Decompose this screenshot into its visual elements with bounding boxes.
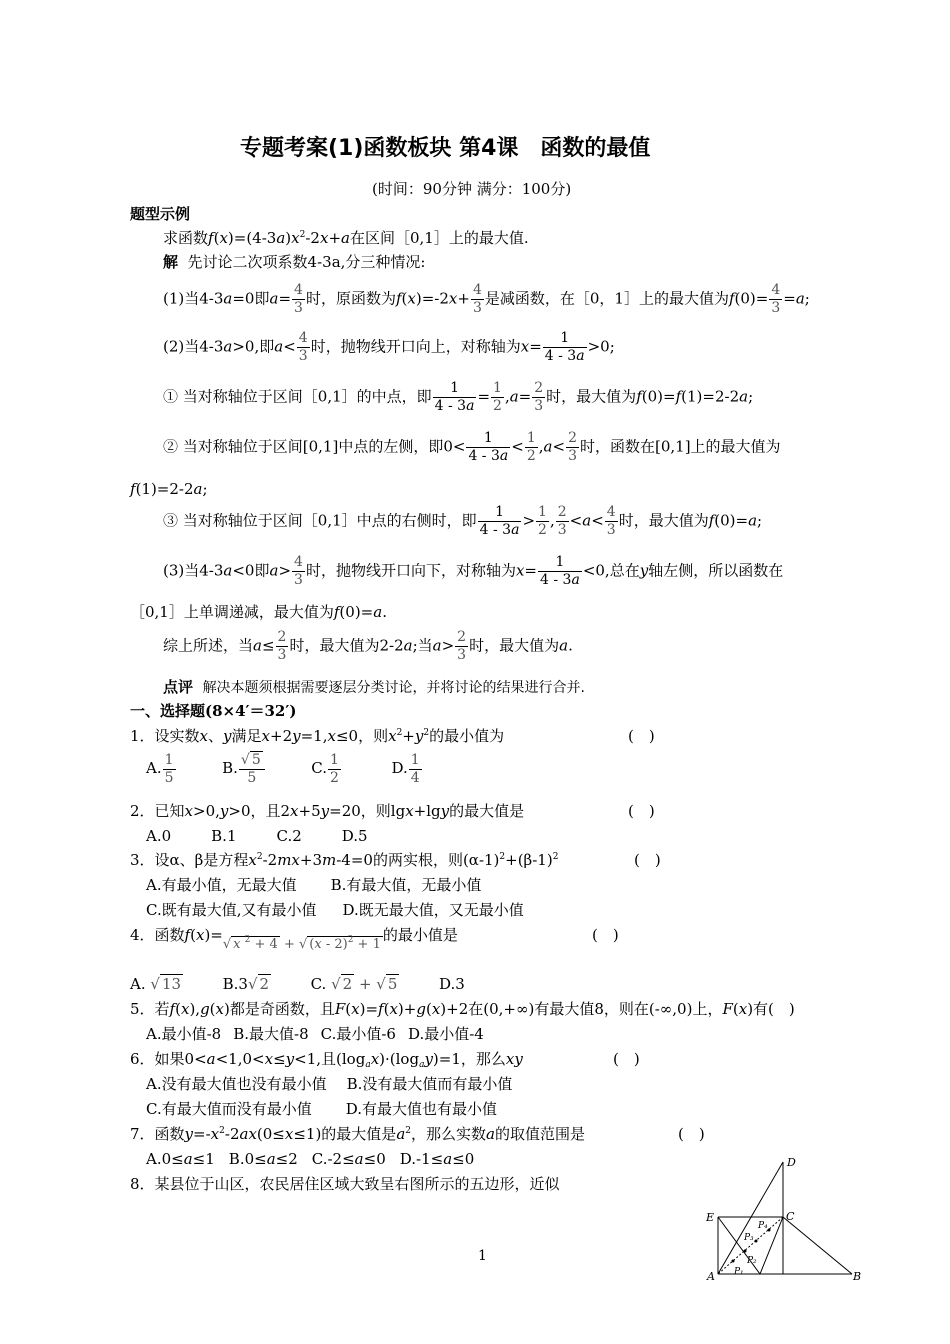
q7-option-b[interactable]: B.0≤a≤2 bbox=[228, 1150, 298, 1168]
q4-answer-paren[interactable]: ( ) bbox=[592, 926, 619, 944]
q6-option-c[interactable]: C.有最大值而没有最小值 bbox=[146, 1100, 312, 1118]
q2-answer-paren[interactable]: ( ) bbox=[628, 802, 655, 820]
q3-options-row2 bbox=[146, 901, 524, 919]
q3-option-d[interactable]: D.既无最大值，又无最小值 bbox=[342, 901, 524, 919]
q1-options bbox=[146, 752, 423, 787]
q2-stem: 2．已知x>0,y>0，且2x+5y=20，则lgx+lgy的最大值是 bbox=[130, 802, 525, 820]
label-d: D bbox=[787, 1156, 796, 1169]
q3-option-c[interactable]: C.既有最大值,又有最小值 bbox=[146, 901, 317, 919]
q7-option-d[interactable]: D.-1≤a≤0 bbox=[399, 1150, 475, 1168]
example-problem: 求函数$f(x)=(4-3a)x^2-2x+a$在区间［0,1］上的最大值. bbox=[163, 229, 529, 247]
example-heading: 题型示例 bbox=[130, 205, 191, 223]
q7-options bbox=[146, 1150, 474, 1168]
label-a: A bbox=[707, 1270, 715, 1283]
q4-stem: 4．函数f(x)=√ x $^2$ + 4 + √ (x - 2)$^2$ + 1的最小值是 bbox=[130, 926, 458, 952]
q2-option-a[interactable]: A.0 bbox=[146, 827, 172, 845]
q7-option-c[interactable]: C.-2≤a≤0 bbox=[311, 1150, 386, 1168]
q4-options bbox=[130, 975, 465, 993]
solution-label: 解 bbox=[163, 253, 179, 271]
q3-options-row1 bbox=[146, 876, 481, 894]
subcase-2: ② 当对称轴位于区间[0,1]中点的左侧，即0< $\frac{1}{4 - 3a}$ < $\frac{1}{2}$ ,a< $\frac{2}{3}$ 时，函数在[0,1]上的最大值为 bbox=[163, 430, 781, 464]
q5-option-b[interactable]: B.最大值-8 bbox=[233, 1025, 309, 1043]
page-subtitle: (时间：90分钟 满分：100分) bbox=[372, 180, 572, 198]
label-e: E bbox=[706, 1211, 715, 1224]
comment bbox=[163, 678, 585, 697]
subcase-1: ① 当对称轴位于区间［0,1］的中点，即 $\frac{1}{4 - 3a}$ = $\frac{1}{2}$ ,a= $\frac{2}{3}$ 时，最大值为f(0)=f(1)=2-2a; bbox=[163, 380, 754, 414]
q6-options-row2 bbox=[146, 1100, 497, 1118]
label-c: C bbox=[786, 1210, 795, 1223]
page-number: 1 bbox=[478, 1248, 487, 1264]
subcase-3: ③ 当对称轴位于区间［0,1］中点的右侧时，即 $\frac{1}{4 - 3a}$ > $\frac{1}{2}$ , $\frac{2}{3}$ <a< $\frac{4}{3}$ 时，最大值为f(0)=a; bbox=[163, 504, 763, 538]
solution-intro: 解 先讨论二次项系数4-3a,分三种情况: bbox=[163, 253, 426, 271]
q6-answer-paren[interactable]: ( ) bbox=[613, 1050, 640, 1068]
q6-option-a[interactable]: A.没有最大值也没有最小值 bbox=[146, 1075, 327, 1093]
section1-heading: 一、选择题(8×4′＝32′) bbox=[130, 702, 297, 720]
q8-stem: 8．某县位于山区，农民居住区域大致呈右图所示的五边形，近似 bbox=[130, 1175, 560, 1193]
q3-option-b[interactable]: B.有最大值，无最小值 bbox=[330, 876, 482, 894]
q3-answer-paren[interactable]: ( ) bbox=[634, 851, 661, 869]
comment-label: 点评 bbox=[163, 678, 194, 696]
pentagon-figure bbox=[700, 1150, 870, 1285]
q5-option-d[interactable]: D.最小值-4 bbox=[407, 1025, 484, 1043]
case-1: (1)当4-3a=0即a= $\frac{4}{3}$ 时，原函数为f(x)=-2x+ $\frac{4}{3}$ 是减函数，在［0，1］上的最大值为f(0)= $\frac{4}{3}$ =a; bbox=[163, 282, 810, 316]
subcase-2-cont: f(1)=2-2a; bbox=[130, 480, 208, 498]
q5-stem: 5．若f(x),g(x)都是奇函数，且F(x)=f(x)+g(x)+2在(0,+∞)有最大值8，则在(-∞,0)上，F(x)有( ) bbox=[130, 1000, 795, 1018]
case-3-cont: ［0,1］上单调递减，最大值为f(0)=a. bbox=[130, 603, 387, 621]
q1-option-d[interactable]: D. $\frac{1}{4}$ bbox=[391, 752, 420, 786]
q7-answer-paren[interactable]: ( ) bbox=[678, 1125, 705, 1143]
q3-stem: 3．设α、β是方程$x^2-2mx+3m-4=0$的两实根，则$(\alpha-1)^2+(\beta-1)^2$ bbox=[130, 851, 559, 869]
q1-option-a[interactable]: A. $\frac{1}{5}$ bbox=[146, 752, 174, 786]
label-p1: P₁ bbox=[734, 1267, 744, 1277]
q6-option-b[interactable]: B.没有最大值而有最小值 bbox=[346, 1075, 513, 1093]
q2-options bbox=[146, 827, 368, 845]
q4-option-d[interactable]: D.3 bbox=[438, 975, 465, 993]
q1-option-c[interactable]: C. $\frac{1}{2}$ bbox=[311, 752, 339, 786]
q2-option-d[interactable]: D.5 bbox=[341, 827, 368, 845]
q1-stem: 1．设实数x、y满足x+2y=1,x≤0，则$x^2+y^2$的最小值为 bbox=[130, 727, 505, 745]
edge-c-b bbox=[783, 1217, 852, 1274]
q2-option-b[interactable]: B.1 bbox=[211, 827, 237, 845]
page-title: 专题考案(1)函数板块 第4课 函数的最值 bbox=[240, 136, 651, 161]
q7-stem: 7．函数$y=-x^2-2ax(0\le x\le 1)$的最大值是$a^2$，那么实数a的取值范围是 bbox=[130, 1125, 585, 1143]
summary: 综上所述，当a≤ $\frac{2}{3}$ 时，最大值为2-2a;当a> $\frac{2}{3}$ 时，最大值为a. bbox=[163, 629, 573, 663]
q4-option-b[interactable]: B.3√ 2 bbox=[222, 975, 270, 993]
q5-options bbox=[146, 1025, 484, 1043]
q6-stem: 6．如果0<a<1,0<x≤y<1,且$(\log_ax)\cdot(\log_ay)=1$，那么xy bbox=[130, 1050, 523, 1070]
label-b: B bbox=[853, 1270, 862, 1283]
q2-option-c[interactable]: C.2 bbox=[276, 827, 302, 845]
q1-option-b[interactable]: B. $\frac{√ 5}{5}$ bbox=[222, 759, 266, 777]
q6-options-row1 bbox=[146, 1075, 512, 1093]
q1-answer-paren[interactable]: ( ) bbox=[628, 727, 655, 745]
label-p3: P₃ bbox=[744, 1233, 754, 1243]
label-p2: P₂ bbox=[747, 1256, 757, 1266]
q5-option-c[interactable]: C.最小值-6 bbox=[320, 1025, 396, 1043]
comment-text: 解决本题须根据需要逐层分类讨论，并将讨论的结果进行合并. bbox=[202, 680, 586, 696]
q4-option-c[interactable]: C. √ 2 + √ 5 bbox=[310, 975, 398, 993]
q3-option-a[interactable]: A.有最小值，无最大值 bbox=[146, 876, 297, 894]
case-3: (3)当4-3a<0即a> $\frac{4}{3}$ 时，抛物线开口向下，对称轴为x= $\frac{1}{4 - 3a}$ <0,总在y轴左侧，所以函数在 bbox=[163, 554, 784, 588]
q4-option-a[interactable]: A. √ 13 bbox=[130, 975, 182, 993]
q5-option-a[interactable]: A.最小值-8 bbox=[146, 1025, 222, 1043]
case-2: (2)当4-3a>0,即a< $\frac{4}{3}$ 时，抛物线开口向上，对称轴为x= $\frac{1}{4 - 3a}$ >0; bbox=[163, 330, 615, 364]
q6-option-d[interactable]: D.有最大值也有最小值 bbox=[345, 1100, 497, 1118]
q7-option-a[interactable]: A.0≤a≤1 bbox=[146, 1150, 215, 1168]
label-p4: P₄ bbox=[758, 1221, 768, 1231]
